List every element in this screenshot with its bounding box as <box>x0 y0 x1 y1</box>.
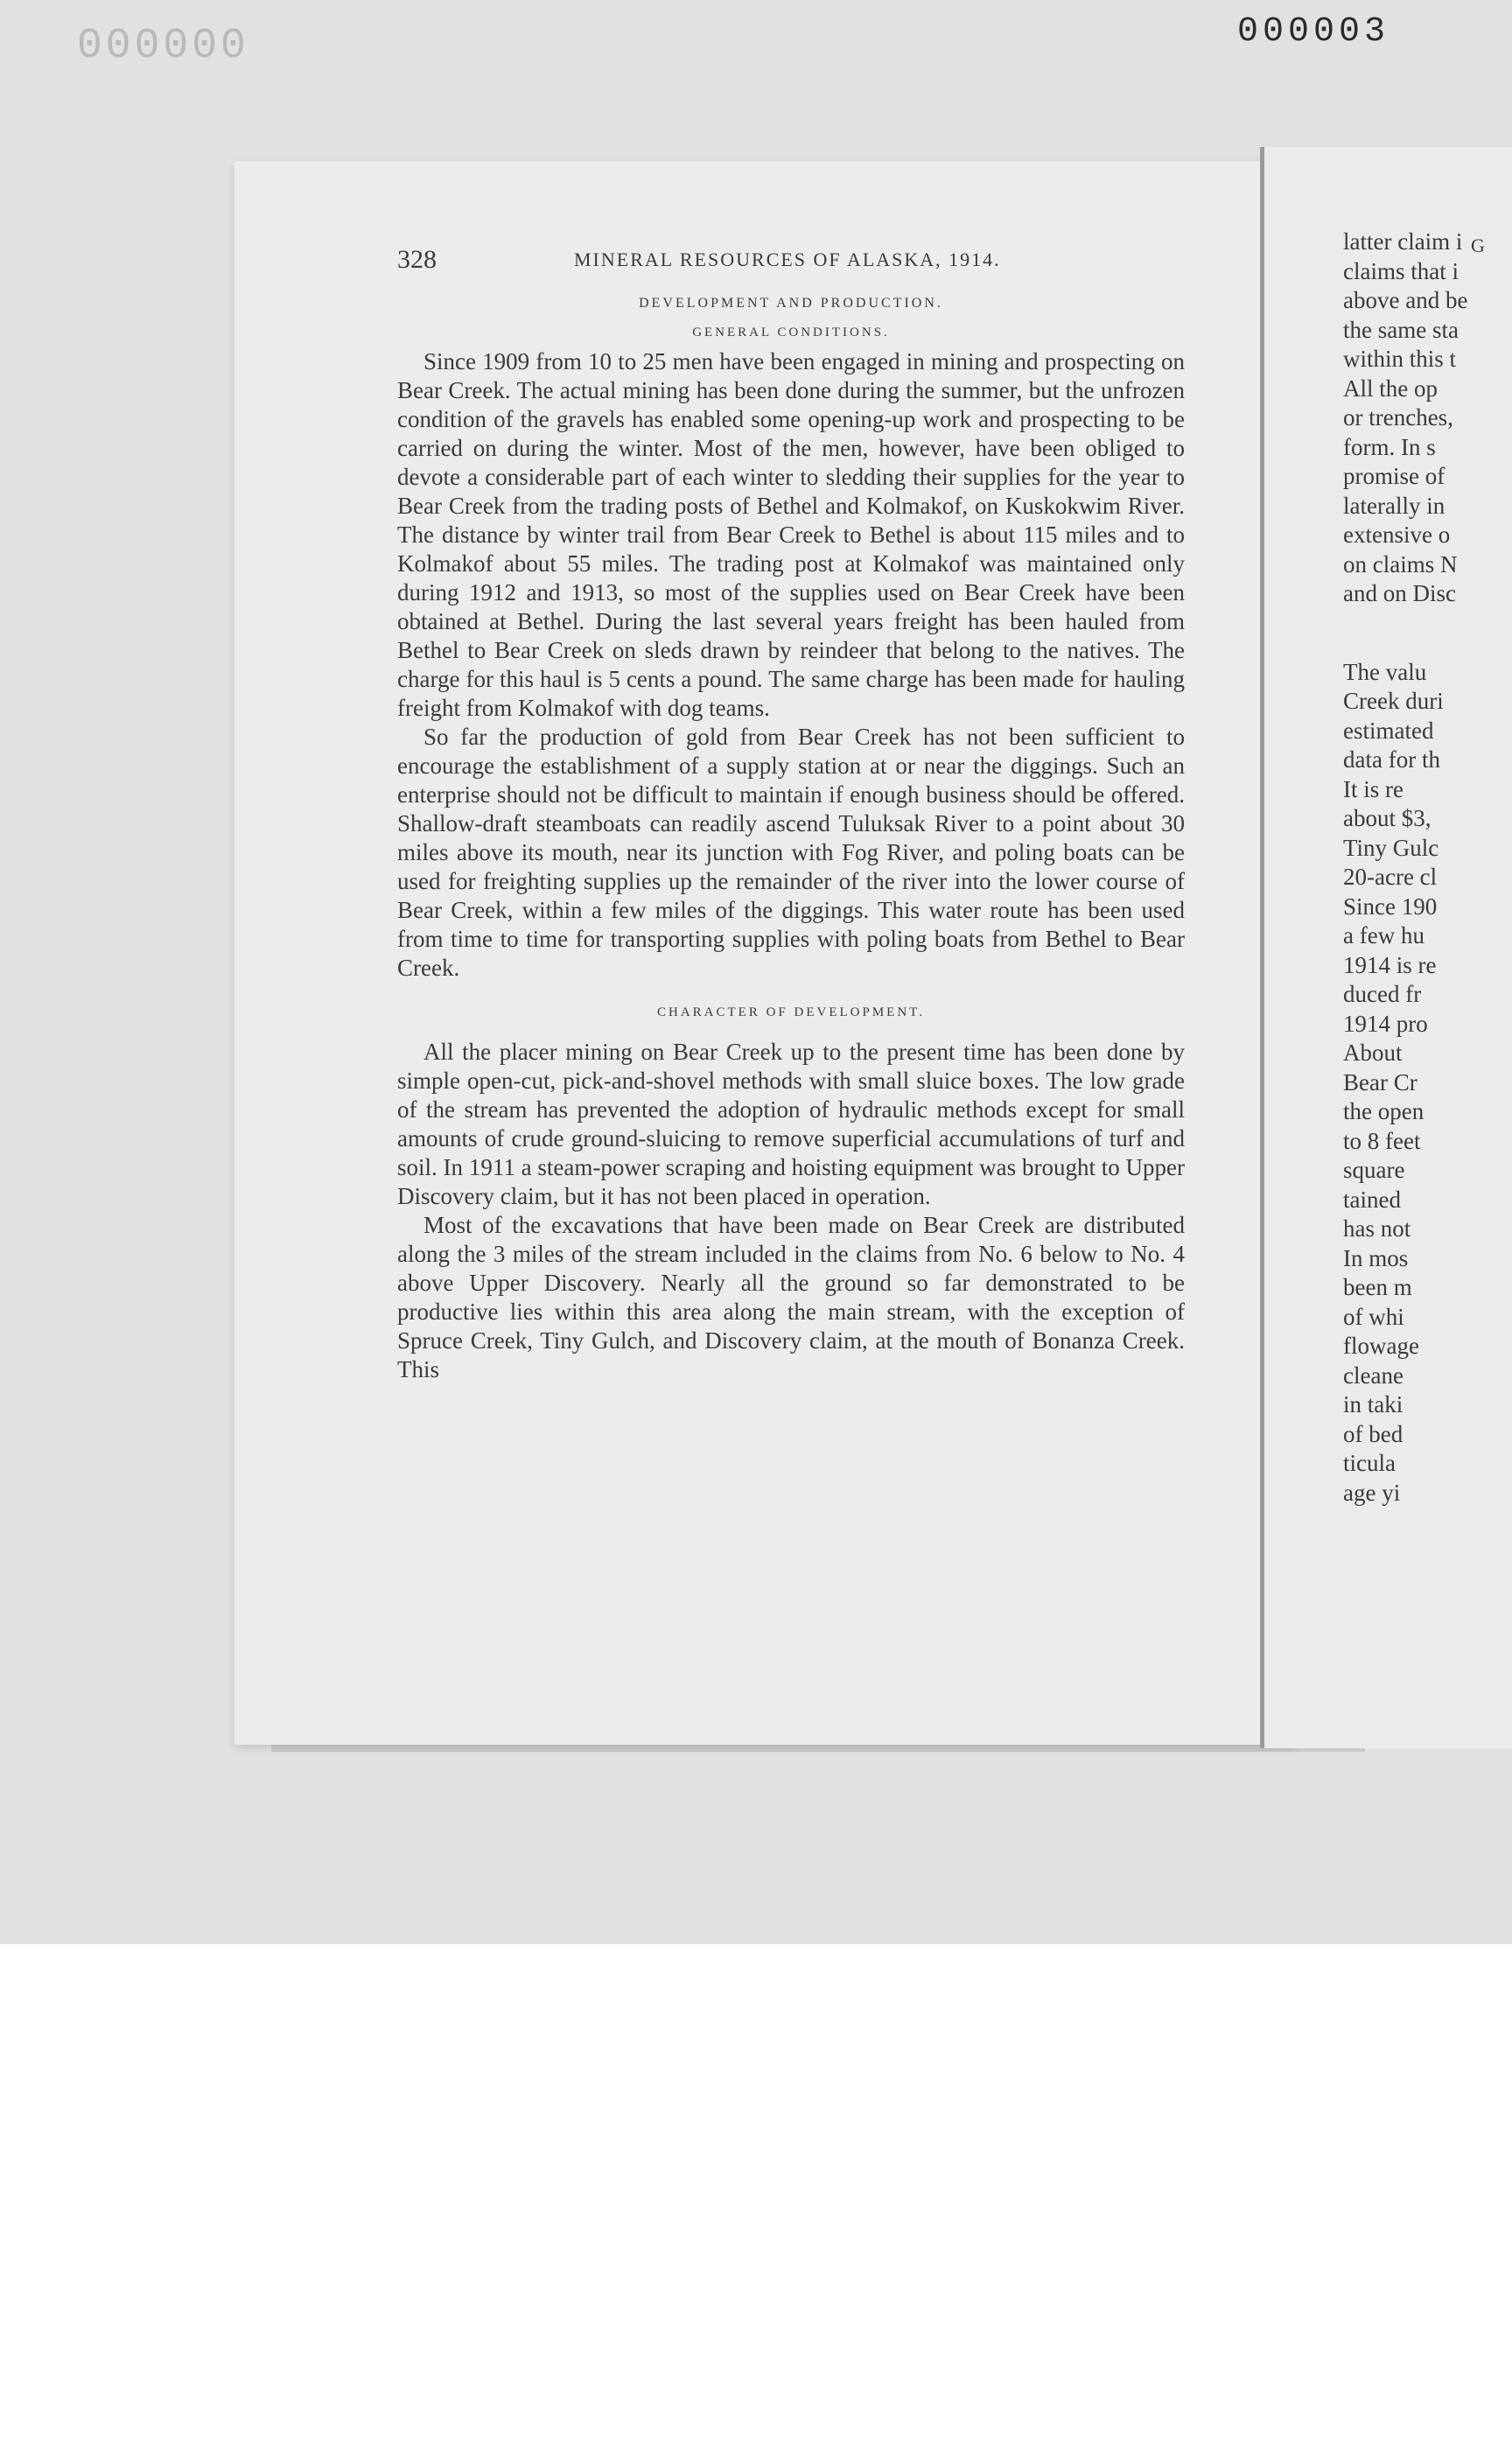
text-line: It is re <box>1343 775 1404 802</box>
text-line: estimated <box>1343 717 1434 744</box>
text-line: above and be <box>1343 287 1468 313</box>
text-line: in taki <box>1343 1391 1404 1418</box>
left-page-text <box>397 245 1185 1384</box>
text-line: laterally in <box>1343 492 1446 519</box>
text-line: Tiny Gulc <box>1343 834 1439 861</box>
text-line: All the op <box>1343 374 1438 402</box>
paragraph: Most of the excavations that have been made on Bear Creek are distributed along the 3 miles of the stream included in the claims from No. 6 below to No. 4 above Upper Discovery. Nearly all the ground so far demonstrated to be productive lies within this area along the main stream, with the exception of Spruce Creek, Tiny Gulch, and Discovery claim, at the mouth of Bonanza Creek. This <box>397 1212 1185 1382</box>
text-line: has not <box>1343 1215 1411 1242</box>
right-page-head-fragment: G <box>1471 234 1485 256</box>
paragraph: So far the production of gold from Bear Creek has not been sufficient to encourage the establishment of a supply station at or near the diggings. Such an enterprise should not be difficult to maintain if enough business should be offered. Shallow-draft steamboats can readily ascend Tuluksak River to a point about 30 miles above its mouth, near its junction with Fog River, and poling boats can be used for freighting supplies up the remainder of the river into the lower course of Bear Creek, within a few miles of the diggings. This water route has been used from time to time for transporting supplies with poling boats from Bethel to Bear Creek. <box>397 724 1185 981</box>
text-line: age yi <box>1343 1479 1401 1506</box>
text-line: data for th <box>1343 746 1440 773</box>
text-line: and on Disc <box>1343 580 1456 606</box>
text-line: of whi <box>1343 1303 1404 1330</box>
text-line: Creek duri <box>1343 688 1444 714</box>
text-line: within this t <box>1343 346 1457 372</box>
faint-page-stamp: 000000 <box>77 23 249 70</box>
text-line: flowage <box>1343 1333 1419 1359</box>
page-number: 328 <box>397 245 437 274</box>
text-line: about $3, <box>1343 805 1432 831</box>
subheading-general-conditions: GENERAL CONDITIONS. <box>692 326 890 340</box>
right-book-page <box>1260 147 1512 1748</box>
text-line: tained <box>1343 1186 1401 1213</box>
text-line: 20-acre cl <box>1343 864 1438 890</box>
text-line: a few hu <box>1343 922 1424 948</box>
text-line: cleane <box>1343 1362 1404 1389</box>
text-line: In mos <box>1343 1244 1409 1271</box>
subheading-character-of-development: CHARACTER OF DEVELOPMENT. <box>657 1005 925 1019</box>
text-line: been m <box>1343 1274 1412 1300</box>
text-line: Bear Cr <box>1343 1068 1418 1096</box>
paragraph: All the placer mining on Bear Creek up to the present time has been done by simple open-cut, pick-and-shovel methods with small sluice boxes. The low grade of the stream has prevented the adoption of hydraulic methods except for small amounts of crude ground-sluicing to remove superficial accumulations of turf and soil. In 1911 a steam-power scraping and hoisting equipment was brought to Upper Discovery claim, but it has not been placed in operation. <box>397 1039 1185 1209</box>
running-title: MINERAL RESOURCES OF ALASKA, 1914. <box>574 248 1001 270</box>
text-line: square <box>1343 1157 1405 1183</box>
text-line: to 8 feet <box>1343 1127 1421 1154</box>
section-heading: DEVELOPMENT AND PRODUCTION. <box>639 296 943 311</box>
text-line: 1914 pro <box>1343 1010 1428 1037</box>
text-line: duced fr <box>1343 981 1422 1007</box>
right-page-text <box>1343 228 1509 1508</box>
page-stamp-number: 000003 <box>1237 12 1390 52</box>
text-line: promise of <box>1343 463 1446 489</box>
text-line: form. In s <box>1343 433 1436 460</box>
text-line: the open <box>1343 1098 1424 1124</box>
text-line: About <box>1343 1040 1403 1066</box>
text-line: 1914 is re <box>1343 951 1437 978</box>
text-line: Since 190 <box>1343 892 1438 920</box>
text-line: ticula <box>1343 1450 1396 1476</box>
text-line: latter claim i <box>1343 228 1463 255</box>
text-line: on claims N <box>1343 550 1458 578</box>
text-line: of bed <box>1343 1420 1404 1447</box>
text-line: the same sta <box>1343 316 1459 343</box>
text-line: or trenches, <box>1343 404 1453 430</box>
heading-gap <box>1343 609 1509 658</box>
running-head <box>397 245 1185 287</box>
paragraph: Since 1909 from 10 to 25 men have been engaged in mining and prospecting on Bear Creek. The actual mining has been done during the summer, but the unfrozen condition of the gravels has enabled some opening-up work and prospecting to be carried on during the winter. Most of the men, however, have been obliged to devote a considerable part of each winter to sledding their supplies for the year to Bear Creek from the trading posts of Bethel and Kolmakof, on Kuskokwim River. The distance by winter trail from Bear Creek to Bethel is about 115 miles and to Kolmakof about 55 miles. The trading post at Kolmakof was maintained only during 1912 and 1913, so most of the supplies used on Bear Creek have been obtained at Bethel. During the last several years freight has been hauled from Bethel to Bear Creek on sleds drawn by reindeer that belong to the natives. The charge for this haul is 5 cents a pound. The same charge has been made for hauling freight from Kolmakof with dog teams. <box>397 348 1185 721</box>
text-line: The valu <box>1343 658 1427 685</box>
text-line: claims that i <box>1343 257 1459 284</box>
text-line: extensive o <box>1343 522 1451 548</box>
left-book-page <box>234 161 1295 1745</box>
